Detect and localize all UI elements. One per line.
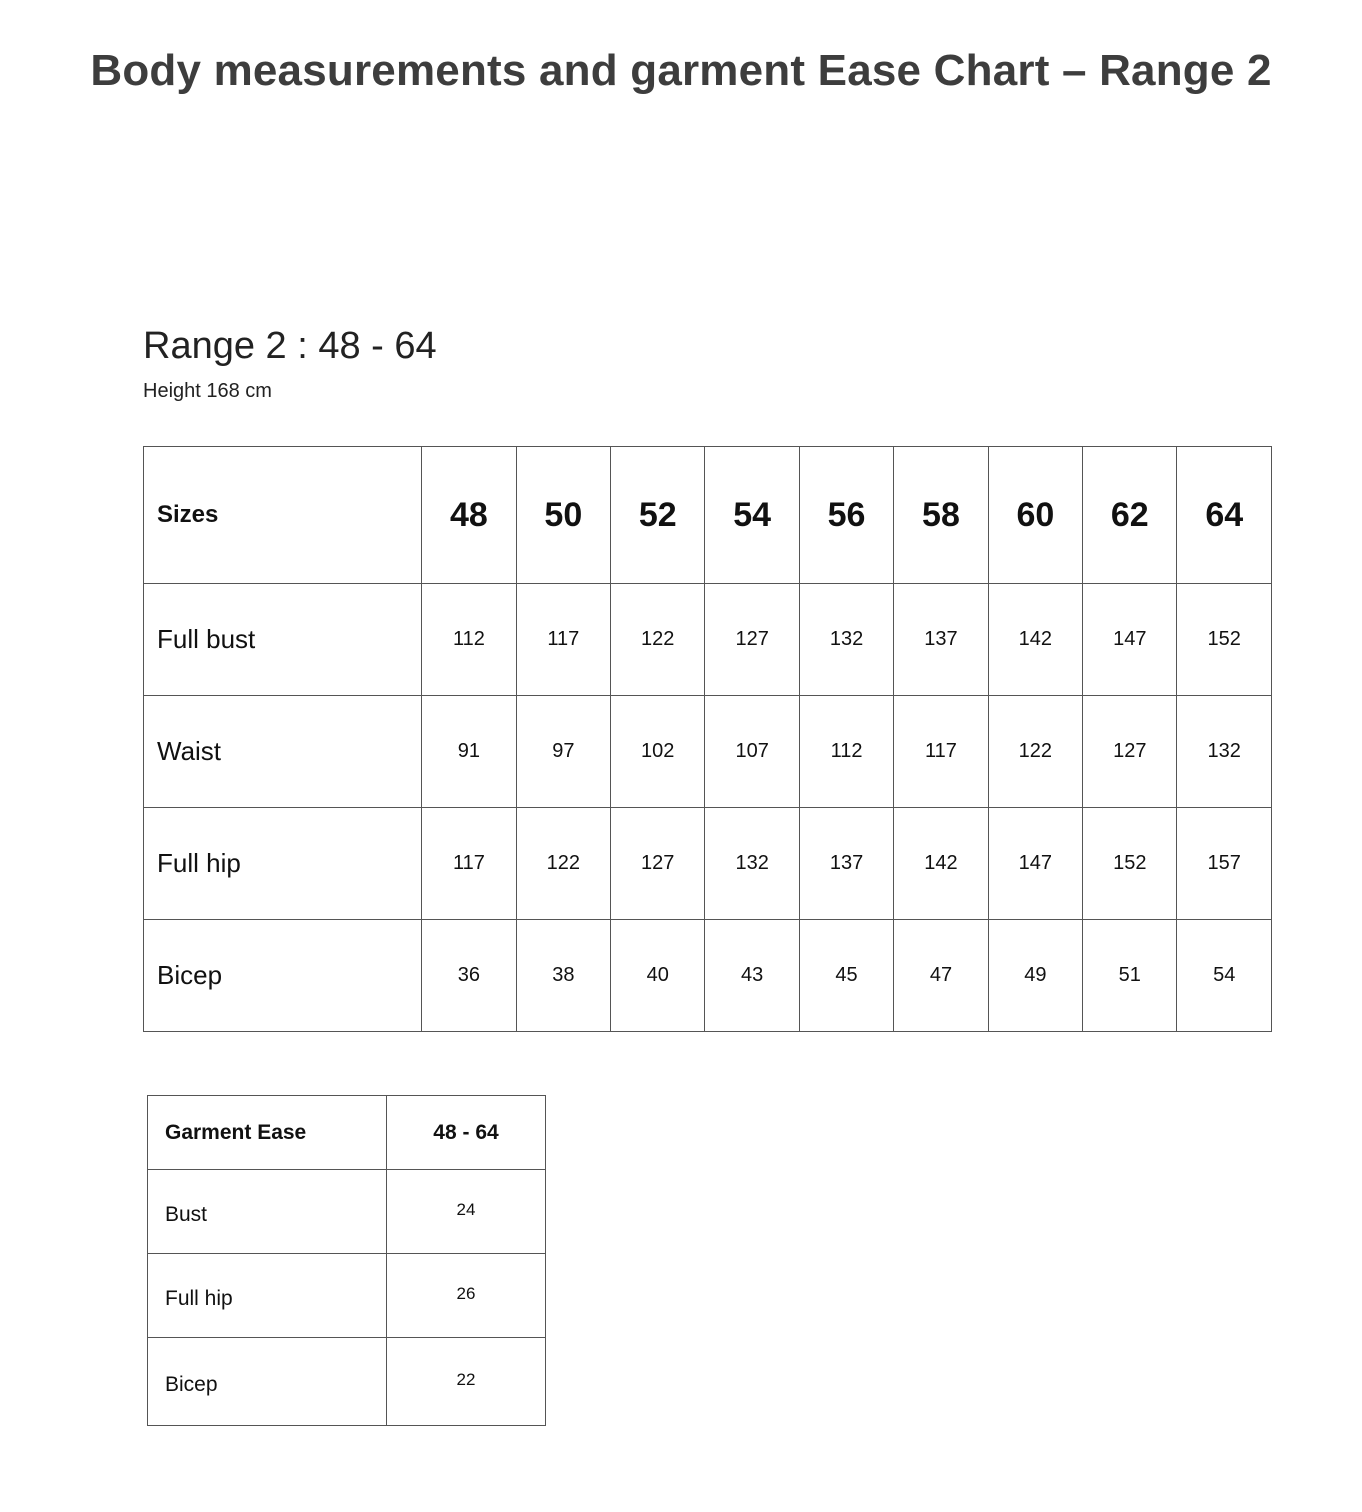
table-cell: 127 [705, 584, 799, 696]
table-cell: 132 [799, 584, 893, 696]
table-cell: 45 [799, 920, 893, 1032]
table-row-full-bust [144, 584, 1272, 696]
table-cell: 122 [611, 584, 705, 696]
table-cell: 132 [705, 808, 799, 920]
table-cell: 117 [422, 808, 516, 920]
table-cell: 137 [894, 584, 988, 696]
range-title: Range 2 : 48 - 64 [143, 325, 437, 367]
table-cell: 147 [1083, 584, 1177, 696]
table-cell: 117 [516, 584, 610, 696]
table-cell: 102 [611, 696, 705, 808]
table-cell: 122 [516, 808, 610, 920]
ease-header-range: 48 - 64 [387, 1096, 546, 1170]
table-cell: 51 [1083, 920, 1177, 1032]
table-cell: 40 [611, 920, 705, 1032]
row-label: Full hip [144, 808, 422, 920]
table-cell: 97 [516, 696, 610, 808]
table-row-bicep [144, 920, 1272, 1032]
row-label: Bicep [144, 920, 422, 1032]
size-header-54: 54 [705, 447, 799, 584]
table-cell: 49 [988, 920, 1082, 1032]
table-cell: 43 [705, 920, 799, 1032]
table-cell: 112 [422, 584, 516, 696]
size-header-62: 62 [1083, 447, 1177, 584]
table-row-ease-bust [148, 1170, 546, 1254]
table-cell: 122 [988, 696, 1082, 808]
size-header-56: 56 [799, 447, 893, 584]
table-cell: 112 [799, 696, 893, 808]
row-label: Full hip [148, 1254, 387, 1338]
table-cell: 91 [422, 696, 516, 808]
row-label: Waist [144, 696, 422, 808]
ease-header-label: Garment Ease [148, 1096, 387, 1170]
table-cell: 47 [894, 920, 988, 1032]
body-measurements-table [143, 446, 1272, 1032]
table-cell: 152 [1083, 808, 1177, 920]
table-row-waist [144, 696, 1272, 808]
table-row-full-hip [144, 808, 1272, 920]
table-cell: 26 [387, 1254, 546, 1338]
size-header-60: 60 [988, 447, 1082, 584]
table-cell: 24 [387, 1170, 546, 1254]
table-cell: 38 [516, 920, 610, 1032]
table-cell: 127 [611, 808, 705, 920]
table-cell: 157 [1177, 808, 1272, 920]
table-cell: 117 [894, 696, 988, 808]
height-note: Height 168 cm [143, 380, 272, 402]
table-cell: 36 [422, 920, 516, 1032]
size-header-48: 48 [422, 447, 516, 584]
table-cell: 54 [1177, 920, 1272, 1032]
table-cell: 137 [799, 808, 893, 920]
ease-header-row [148, 1096, 546, 1170]
table-row-ease-full-hip [148, 1254, 546, 1338]
table-cell: 142 [988, 584, 1082, 696]
size-header-64: 64 [1177, 447, 1272, 584]
size-header-52: 52 [611, 447, 705, 584]
row-label: Bicep [148, 1338, 387, 1426]
table-cell: 142 [894, 808, 988, 920]
table-cell: 22 [387, 1338, 546, 1426]
size-header-50: 50 [516, 447, 610, 584]
table-cell: 132 [1177, 696, 1272, 808]
size-header-58: 58 [894, 447, 988, 584]
table-cell: 147 [988, 808, 1082, 920]
row-label: Full bust [144, 584, 422, 696]
page-title: Body measurements and garment Ease Chart – Range 2 [90, 46, 1272, 95]
sizes-header-row [144, 447, 1272, 584]
garment-ease-table [147, 1095, 546, 1426]
table-cell: 152 [1177, 584, 1272, 696]
table-cell: 127 [1083, 696, 1177, 808]
sizes-header-label: Sizes [144, 447, 422, 584]
table-row-ease-bicep [148, 1338, 546, 1426]
row-label: Bust [148, 1170, 387, 1254]
table-cell: 107 [705, 696, 799, 808]
